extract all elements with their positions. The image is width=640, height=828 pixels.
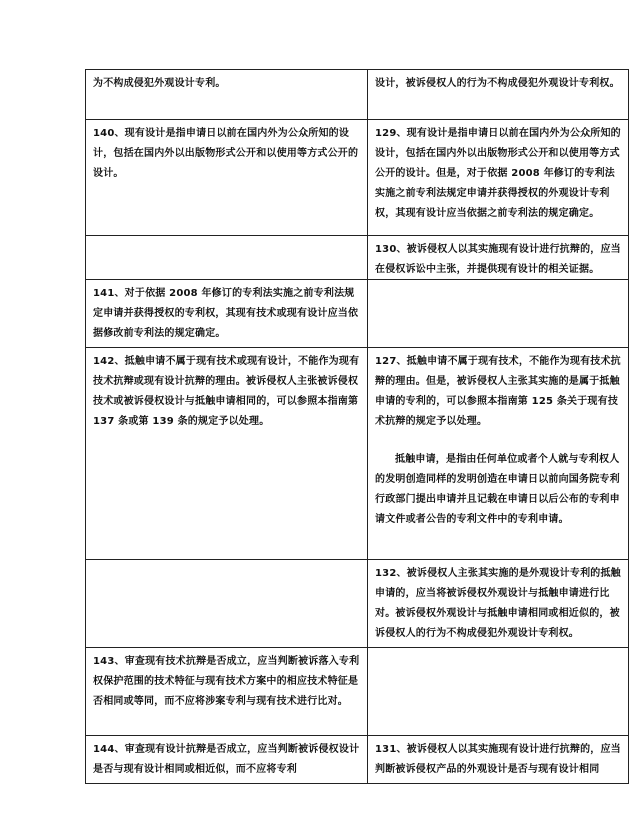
paragraph: 144、审查现有设计抗辩是否成立，应当判断被诉侵权设计是否与现有设计相同或相近似，而不应将专利	[93, 744, 360, 775]
left-cell	[86, 236, 368, 280]
left-cell	[86, 648, 368, 736]
right-cell	[368, 348, 629, 560]
right-cell	[368, 736, 629, 784]
table-row	[86, 120, 629, 236]
left-cell	[86, 560, 368, 648]
table-row	[86, 236, 629, 280]
paragraph: 为不构成侵犯外观设计专利。	[93, 78, 226, 89]
right-cell	[368, 560, 629, 648]
paragraph: 143、审查现有技术抗辩是否成立，应当判断被诉落入专利权保护范围的技术特征与现有技术方案中的相应技术特征是否相同或等同，而不应将涉案专利与现有技术进行比对。	[93, 656, 360, 707]
comparison-table	[85, 69, 629, 784]
left-cell	[86, 348, 368, 560]
right-cell	[368, 280, 629, 348]
paragraph: 129、现有设计是指申请日以前在国内外为公众所知的设计，包括在国内外以出版物形式公开和以使用等方式公开的设计。但是，对于依据 2008 年修订的专利法实施之前专利法规定申请并获得授权的外观设计专利权，其现有设计应当依据之前专利法的规定确定。	[375, 128, 621, 219]
right-cell	[368, 120, 629, 236]
paragraph: 132、被诉侵权人主张其实施的是外观设计专利的抵触申请的，应当将被诉侵权外观设计与抵触申请进行比对。被诉侵权外观设计与抵触申请相同或相近似的，被诉侵权人的行为不构成侵犯外观设计专利权。	[375, 568, 621, 639]
paragraph: 131、被诉侵权人以其实施现有设计进行抗辩的，应当判断被诉侵权产品的外观设计是否与现有设计相同	[375, 744, 621, 775]
paragraph: 140、现有设计是指申请日以前在国内外为公众所知的设计，包括在国内外以出版物形式公开和以使用等方式公开的设计。	[93, 128, 359, 179]
paragraph: 142、抵触申请不属于现有技术或现有设计，不能作为现有技术抗辩或现有设计抗辩的理由。被诉侵权人主张被诉侵权技术或被诉侵权设计与抵触申请相同的，可以参照本指南第 137 条或第 139 条的规定予以处理。	[93, 356, 360, 427]
table-row	[86, 280, 629, 348]
paragraph: 130、被诉侵权人以其实施现有设计进行抗辩的，应当在侵权诉讼中主张，并提供现有设计的相关证据。	[375, 244, 621, 275]
table-row	[86, 348, 629, 560]
left-cell	[86, 736, 368, 784]
right-cell	[368, 648, 629, 736]
table-row	[86, 70, 629, 120]
right-cell	[368, 236, 629, 280]
paragraph: 设计，被诉侵权人的行为不构成侵犯外观设计专利权。	[375, 78, 620, 89]
left-cell	[86, 280, 368, 348]
table-row	[86, 736, 629, 784]
paragraph: 141、对于依据 2008 年修订的专利法实施之前专利法规定申请并获得授权的专利权，其现有技术或现有设计应当依据修改前专利法的规定确定。	[93, 288, 359, 339]
left-cell	[86, 70, 368, 120]
left-cell	[86, 120, 368, 236]
right-cell	[368, 70, 629, 120]
table-row	[86, 648, 629, 736]
paragraph: 127、抵触申请不属于现有技术，不能作为现有技术抗辩的理由。但是，被诉侵权人主张其实施的是属于抵触申请的专利的，可以参照本指南第 125 条关于现有技术抗辩的规定予以处理。	[375, 356, 621, 427]
paragraph: 抵触申请，是指由任何单位或者个人就与专利权人的发明创造同样的发明创造在申请日以前向国务院专利行政部门提出申请并且记载在申请日以后公布的专利申请文件或者公告的专利文件中的专利申请。	[375, 454, 620, 525]
table-row	[86, 560, 629, 648]
